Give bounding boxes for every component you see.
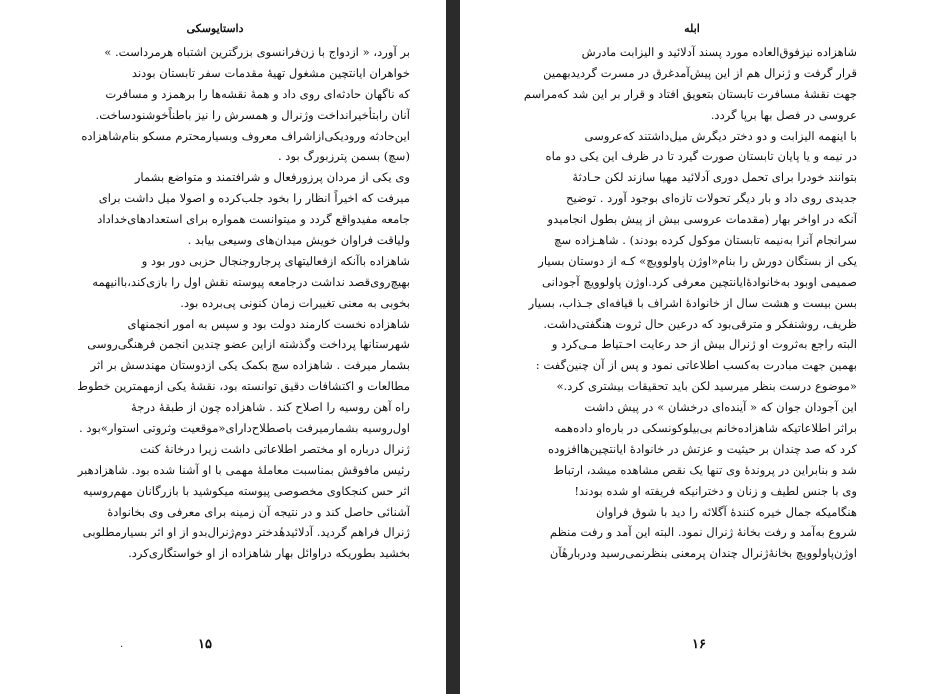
- left-page-dot: .: [120, 639, 124, 650]
- text-line: قرار گرفت و ژنرال هم از این پیش‌آمدغرق در مسرت گردیدبهمین: [543, 65, 857, 80]
- text-line: شهرستانها پرداخت وگذشته ازاین عضو چندین انجمن فرهنگی‌روسی: [87, 337, 410, 352]
- text-line: بر آورد، « ازدواج با زن‌فرانسوی بزرگترین اشتباه هرمرداست. »: [104, 45, 410, 59]
- right-page-number: ۱۶: [692, 637, 706, 652]
- text-line: عروسی در فصل بها برپا گردد.: [710, 107, 857, 122]
- text-line: (سچ) بسمن پترزبورگ بود .: [277, 149, 410, 164]
- text-line: صمیمی اوبود به‌خانوادهٔ‌ایانتچین معرفی کرد.اوژن پاولوویچ آجودانی: [542, 274, 857, 289]
- right-page: [460, 0, 925, 694]
- text-line: بهیچ‌روی‌قصد نداشت درجامعه پیوسته نقش اول را بازی‌کند،باانیهمه: [92, 274, 410, 289]
- text-line: «موضوع درست بنظر میرسید لکن باید تحقیقات بیشتری کرد.»: [556, 379, 857, 394]
- text-line: شاهزاده نیزفوق‌العاده مورد پسند آدلائید و الیزابت مادرش: [581, 45, 857, 59]
- text-line: آشنائی حاصل کند و در نتیجه آن زمینه برای معرفی وی بخانوادهٔ: [107, 504, 410, 519]
- left-page-number: ۱۵: [198, 637, 212, 652]
- text-line: ولیاقت فراوان خویش میدان‌های وسیعی بیابد .: [187, 233, 410, 248]
- text-line: بسن بیست و هشت سال از خانوادهٔ اشراف با قیافه‌ای جـذاب، بسیار: [528, 295, 857, 310]
- text-line: وی با جنس لطیف و زنان و دخترانیکه فریفته او شده بودند!: [574, 483, 857, 498]
- text-line: در نیمه و یا پایان تابستان صورت گیرد تا در ظرف این یکی دو ماه: [545, 149, 857, 164]
- left-running-head: داستایوسکی: [186, 22, 244, 35]
- text-line: آنکه در اواخر بهار (مقدمات عروسی بیش از پیش بطول انجامیدو: [547, 212, 857, 227]
- book-gutter: [446, 0, 460, 694]
- text-line: بهمین جهت مبادرت به‌کسب اطلاعاتی نمود و پس از آن چنین‌گفت :: [535, 358, 857, 373]
- text-line: شروع به‌آمد و رفت بخانهٔ ژنرال نمود. البته این آمد و رفت منظم: [549, 525, 857, 540]
- text-line: براثر اطلاعاتیکه شاهزاده‌خانم بی‌بیلوکونسکی در باره‌او داده‌همه: [554, 421, 857, 436]
- text-line: یکی از بستگان دورش را بنام«اوژن پاولوویچ» کـه از دوستان بسیار: [538, 253, 857, 268]
- text-line: بشمار میرفت . شاهزاده سچ بکمک یکی ازدوستان مهندسش بر اثر: [90, 358, 410, 373]
- left-body-text: [58, 42, 410, 564]
- text-line: راه آهن روسیه را اصلاح کند . شاهزاده چون از طبقهٔ درجهٔ: [131, 400, 410, 415]
- text-line: اول‌روسیه بشمارمیرفت باصطلاح‌دارای«موقعیت وثروتی استوار»بود .: [79, 421, 410, 436]
- text-line: آنان رابتأخیرانداخت وژنرال و همسرش را نیز باطناًخوشنودساخت.: [95, 107, 410, 122]
- text-line: که ناگهان حادثه‌ای روی داد و همهٔ نقشه‌ها را برهمزد و مسافرت: [105, 86, 410, 101]
- text-line: رئیس مافوقش بمناسبت معاملهٔ مهمی با او آشنا شده بود. شاهزادهبر: [77, 462, 410, 477]
- text-line: جامعه مفیدواقع گردد و میتوانست همواره برای استعدادهای‌خداداد: [97, 212, 410, 227]
- right-running-head: ابله: [684, 22, 700, 35]
- left-page: [0, 0, 446, 694]
- text-line: جدیدی روی داد و بار دیگر تحولات تازه‌ای بوجود آورد . توضیح: [566, 191, 857, 206]
- right-body-text: [502, 42, 857, 564]
- text-line: میرفت که اخیراً انظار را بخود جلب‌کرده و اصولا میل داشت برای: [98, 191, 410, 206]
- text-line: شد و بنابراین در پرونده‌ٔ وی تنها یک نقص مشاهده میشد، ارتباط: [553, 462, 857, 477]
- text-line: این آجودان جوان که « آینده‌ای درخشان » در پیش داشت: [584, 400, 857, 415]
- text-line: خواهران ایانتچین مشغول تهیهٔ مقدمات سفر تابستان بودند: [131, 65, 410, 80]
- text-line: هنگامیکه جمال خیره کنندهٔ آگلائه را دید با شوق فراوان: [595, 504, 857, 519]
- text-line: کرد که صد چندان بر حیثیت و عزتش در خانوادهٔ ایانتچین‌هاافزوده: [548, 441, 857, 456]
- text-line: ظریف، روشنفکر و مترقی‌بود که درعین حال ثروت هنگفتی‌داشت.: [543, 316, 857, 331]
- text-line: البته راجع به‌ثروت او ژنرال بیش از حد رعایت احـتیاط مـی‌کرد و: [551, 337, 857, 352]
- text-line: ژنرال فراهم گردید. آدلائیدهٔدختر دوم‌ژنرال‌بدو از او اثر بسیارمطلوبی: [82, 525, 410, 540]
- text-line: اوژن‌پاولوویچ بخانهٔ‌ژنرال چندان پرمعنی بنظرنمی‌رسید ودربارهٔآن: [549, 546, 857, 561]
- text-line: بخوبی به معنی تغییرات زمان کنونی پی‌برده بود.: [180, 295, 410, 310]
- text-line: بخشید بطوریکه دراوائل بهار شاهزاده از او خواستگاری‌کرد.: [128, 546, 410, 561]
- text-line: بتوانند خودرا برای تحمل دوری آدلائید مهیا سازند لکن حـادثهٔ: [572, 170, 857, 185]
- text-line: سرانجام آنرا به‌نیمه تابستان موکول کرده بودند) . شاهـزاده سچ: [554, 233, 857, 248]
- text-line: جهت نقشهٔ مسافرت تابستان بتعویق افتاد و قرار بر این شد که‌مراسم: [523, 86, 857, 101]
- text-line: مطالعات و اکتشافات دقیق توانسته بود، نقشهٔ یکی ازمهمترین خطوط: [77, 379, 410, 394]
- text-line: شاهزاده نخست کارمند دولت بود و سپس به امور انجمنهای: [127, 316, 410, 331]
- text-line: این‌حادثه ورودیکی‌ازاشراف معروف وبسیارمحترم مسکو بنام‌شاهزاده: [81, 128, 410, 143]
- text-line: اثر حس کنجکاوی مخصوصی پیوسته میکوشید با بازرگانان مهم‌روسیه: [82, 483, 410, 498]
- text-line: ژنرال درباره او مختصر اطلاعاتی داشت زیرا درخانهٔ کنت: [140, 441, 410, 456]
- text-line: وی یکی از مردان پرزورفعال و شرافتمند و متواضع بشمار: [134, 170, 410, 185]
- text-line: شاهزاده باآنکه ازفعالیتهای پرجاروجنجال حزبی دور بود و: [141, 253, 410, 268]
- text-line: با اینهمه الیزابت و دو دختر دیگرش میل‌داشتند که‌عروسی: [584, 128, 857, 143]
